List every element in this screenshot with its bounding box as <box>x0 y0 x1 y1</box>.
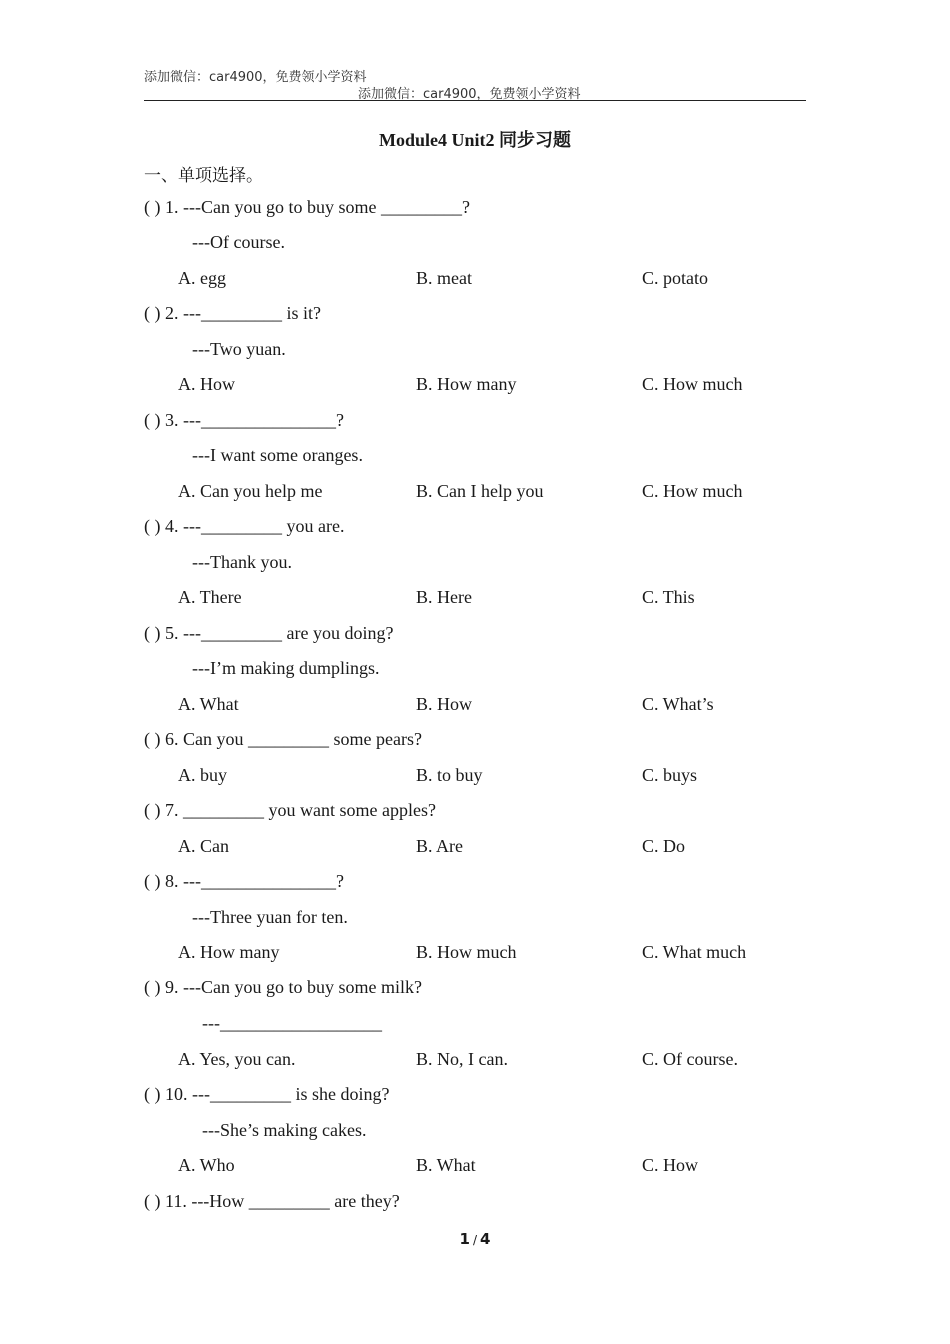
page-separator: / <box>472 1233 478 1247</box>
option-b: B. How much <box>416 942 517 962</box>
option-c: C. Of course. <box>642 1049 738 1069</box>
question-stem: ( ) 3. ---_______________? <box>144 410 344 430</box>
option-b: B. No, I can. <box>416 1049 508 1069</box>
option-a: A. buy <box>178 765 227 785</box>
header-divider <box>144 100 806 101</box>
page-total: 4 <box>480 1230 491 1248</box>
question-stem: ( ) 6. Can you _________ some pears? <box>144 729 422 749</box>
option-c: C. What much <box>642 942 747 962</box>
question-stem: ( ) 4. ---_________ you are. <box>144 516 345 536</box>
option-c: C. This <box>642 587 695 607</box>
question-reply: ---Three yuan for ten. <box>192 907 348 927</box>
question-stem: ( ) 1. ---Can you go to buy some _________? <box>144 197 470 217</box>
option-b: B. What <box>416 1155 476 1175</box>
page-number <box>0 1230 950 1248</box>
option-a: A. How <box>178 374 235 394</box>
question-stem: ( ) 9. ---Can you go to buy some milk? <box>144 977 422 997</box>
option-a: A. What <box>178 694 239 714</box>
option-a: A. Yes, you can. <box>178 1049 296 1069</box>
watermark-text-1: 添加微信：car4900，免费领小学资料 <box>144 70 367 85</box>
question-reply: ---Two yuan. <box>192 339 286 359</box>
question-stem: ( ) 5. ---_________ are you doing? <box>144 623 394 643</box>
question-reply: ---I’m making dumplings. <box>192 658 380 678</box>
page-current: 1 <box>459 1230 470 1248</box>
option-b: B. How many <box>416 374 517 394</box>
option-b: B. Here <box>416 587 472 607</box>
question-reply: ---I want some oranges. <box>192 445 363 465</box>
option-a: A. Can <box>178 836 229 856</box>
option-c: C. How much <box>642 481 743 501</box>
option-c: C. buys <box>642 765 698 785</box>
question-reply: ---Of course. <box>192 232 285 252</box>
option-b: B. Are <box>416 836 463 856</box>
question-reply: ---She’s making cakes. <box>202 1120 367 1140</box>
option-a: A. egg <box>178 268 226 288</box>
option-a: A. Can you help me <box>178 481 323 501</box>
question-stem: ( ) 8. ---_______________? <box>144 871 344 891</box>
page-title: Module4 Unit2 同步习题 <box>378 130 571 150</box>
option-c: C. potato <box>642 268 708 288</box>
option-b: B. meat <box>416 268 472 288</box>
question-stem: ( ) 7. _________ you want some apples? <box>144 800 436 820</box>
question-stem: ( ) 11. ---How _________ are they? <box>144 1191 400 1211</box>
option-c: C. Do <box>642 836 686 856</box>
option-b: B. Can I help you <box>416 481 544 501</box>
option-a: A. Who <box>178 1155 235 1175</box>
question-stem: ( ) 2. ---_________ is it? <box>144 303 321 323</box>
section-title: 一、单项选择。 <box>144 166 263 186</box>
option-b: B. How <box>416 694 473 714</box>
option-a: A. How many <box>178 942 280 962</box>
option-a: A. There <box>178 587 242 607</box>
question-reply: ---Thank you. <box>192 552 292 572</box>
watermark-text-2: 添加微信：car4900，免费领小学资料 <box>358 87 581 102</box>
option-c: C. How <box>642 1155 699 1175</box>
option-b: B. to buy <box>416 765 483 785</box>
option-c: C. How much <box>642 374 743 394</box>
question-stem: ( ) 10. ---_________ is she doing? <box>144 1084 390 1104</box>
question-reply: ---__________________ <box>202 1013 382 1033</box>
option-c: C. What’s <box>642 694 714 714</box>
